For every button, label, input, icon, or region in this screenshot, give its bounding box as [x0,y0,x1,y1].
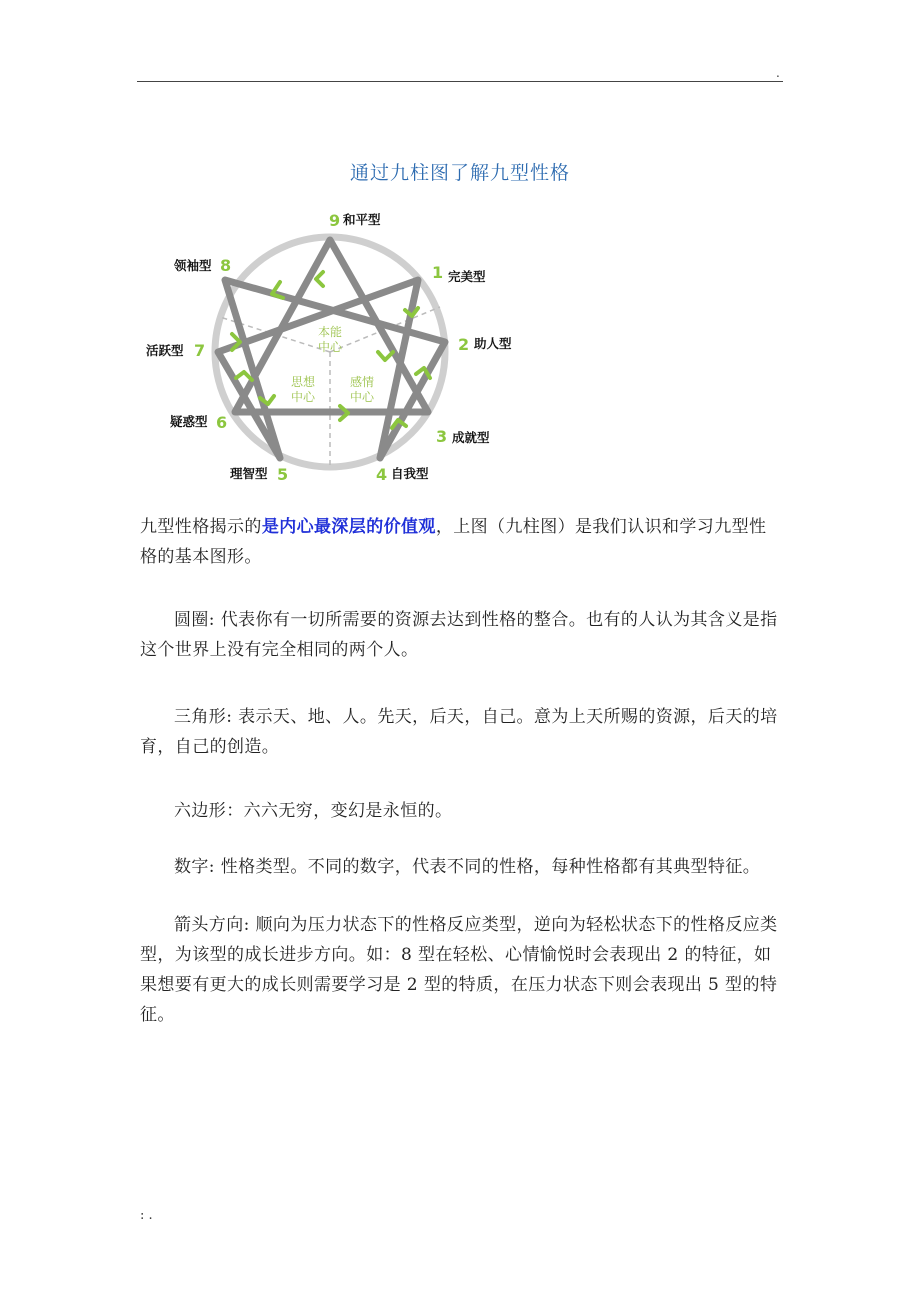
type-8-label: 领袖型 [174,258,212,273]
paragraph-hexagon-text: 六边形：六六无穷，变幻是永恒的。 [174,801,453,821]
type-4-label: 自我型 [391,466,429,481]
paragraph-numbers [140,852,782,882]
type-7-number: 7 [194,341,206,360]
arrow-icon [378,352,393,360]
paragraph-triangle [140,702,782,762]
type-9-number: 9 [329,211,341,230]
type-2-label: 助人型 [474,336,512,351]
type-6-label: 疑惑型 [170,414,208,429]
center-instinct-line2: 中心 [317,340,343,354]
header-rule [137,81,783,82]
center-feeling-line1: 感情 [349,375,375,389]
paragraph-circle [140,605,782,665]
paragraph-intro [140,512,782,572]
arrow-icon [316,272,323,286]
type-8-number: 8 [220,256,232,275]
type-1-label: 完美型 [448,269,486,284]
paragraph-intro-end: ，上图（九柱图）是我们认识和学习九型性格的基本图形。 [140,517,767,567]
arrow-icon [272,282,283,298]
type-1-number: 1 [432,263,444,282]
paragraph-hexagon [140,796,782,826]
type-6-number: 6 [216,413,228,432]
footer-marks: : . [140,1208,153,1223]
paragraph-intro-start: 九型性格揭示的 [140,517,262,537]
enneagram-diagram [140,202,540,492]
paragraph-circle-text: 圆圈: 代表你有一切所需要的资源去达到性格的整合。也有的人认为其含义是指这个世界上没有完全相同的两个人。 [140,610,778,660]
arrow-icon [236,372,252,380]
type-9-label: 和平型 [343,212,381,227]
paragraph-arrows [140,910,782,1030]
highlight-text: 是内心最深层的价值观 [261,517,436,537]
type-3-number: 3 [436,427,448,446]
center-thinking-line2: 中心 [290,390,316,404]
header-mark: . [776,66,780,80]
type-2-number: 2 [458,335,470,354]
paragraph-numbers-text: 数字: 性格类型。不同的数字，代表不同的性格，每种性格都有其典型特征。 [174,857,761,877]
type-5-number: 5 [277,465,289,484]
center-thinking-line1: 思想 [290,375,316,389]
page-title: 通过九柱图了解九型性格 [349,162,570,184]
type-7-label: 活跃型 [146,343,184,358]
center-feeling-line2: 中心 [349,390,375,404]
center-instinct-line1: 本能 [317,325,343,339]
paragraph-arrows-text: 箭头方向: 顺向为压力状态下的性格反应类型，逆向为轻松状态下的性格反应类型，为该型的成长进步方向。如：8 型在轻松、心情愉悦时会表现出 2 的特征，如果想要有更大的成长则需要学习是 2 型的特质，在压力状态下则会表现出 5 型的特征。 [140,915,778,1025]
paragraph-triangle-text: 三角形: 表示天、地、人。先天，后天，自己。意为上天所赐的资源，后天的培育，自己的创造。 [140,707,778,757]
type-5-label: 理智型 [230,466,268,481]
type-4-number: 4 [376,465,388,484]
type-3-label: 成就型 [452,430,490,445]
